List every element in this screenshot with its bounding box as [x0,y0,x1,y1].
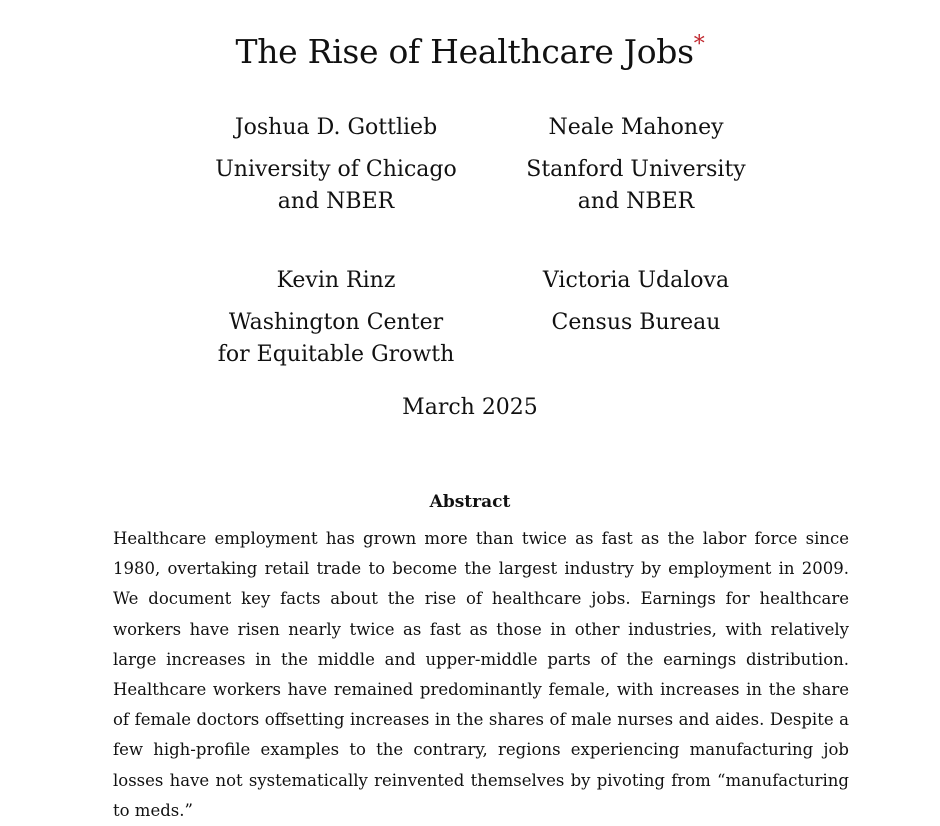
affiliation-line: Census Bureau [551,310,721,335]
abstract-heading: Abstract [429,492,511,512]
author-affiliation [486,154,786,218]
affiliation-line: Washington Center [228,310,444,335]
author-name: Neale Mahoney [548,115,724,140]
affiliation-line: University of Chicago [215,157,457,182]
affiliation-line: and NBER [577,189,695,214]
affiliation-line: and NBER [277,189,395,214]
abstract-text: Healthcare employment has grown more than twice as fast as the labor force since 1980, overtaking retail trade to become the largest industry by employment in 2009. We document key facts about the rise of healthcare jobs. Earnings for healthcare workers have risen nearly twice as fast as those in other industries, with relatively large increases in the middle and upper-middle parts of the earnings distribution. Healthcare workers have remained predominantly female, with increases in the share of female doctors offsetting increases in the shares of male nurses and aides. Despite a few high-profile examples to the contrary, regions experiencing manufacturing job losses have not systematically reinvented themselves by pivoting from “manufacturing to meds.” [113,529,849,820]
author-name: Kevin Rinz [276,268,396,293]
author-affiliation [186,307,486,371]
affiliation-line: for Equitable Growth [217,342,455,367]
author-block-udalova [486,267,786,339]
author-name: Victoria Udalova [542,268,730,293]
title-text: The Rise of Healthcare Jobs [235,32,694,71]
paper-title [0,30,940,74]
author-name: Joshua D. Gottlieb [234,115,438,140]
title-footnote-marker[interactable]: * [693,32,705,57]
affiliation-line: Stanford University [526,157,746,182]
author-block-rinz [186,267,486,371]
author-affiliation [186,154,486,218]
author-block-mahoney [486,114,786,218]
author-block-gottlieb [186,114,486,218]
author-affiliation [486,307,786,339]
publication-date: March 2025 [402,395,538,420]
